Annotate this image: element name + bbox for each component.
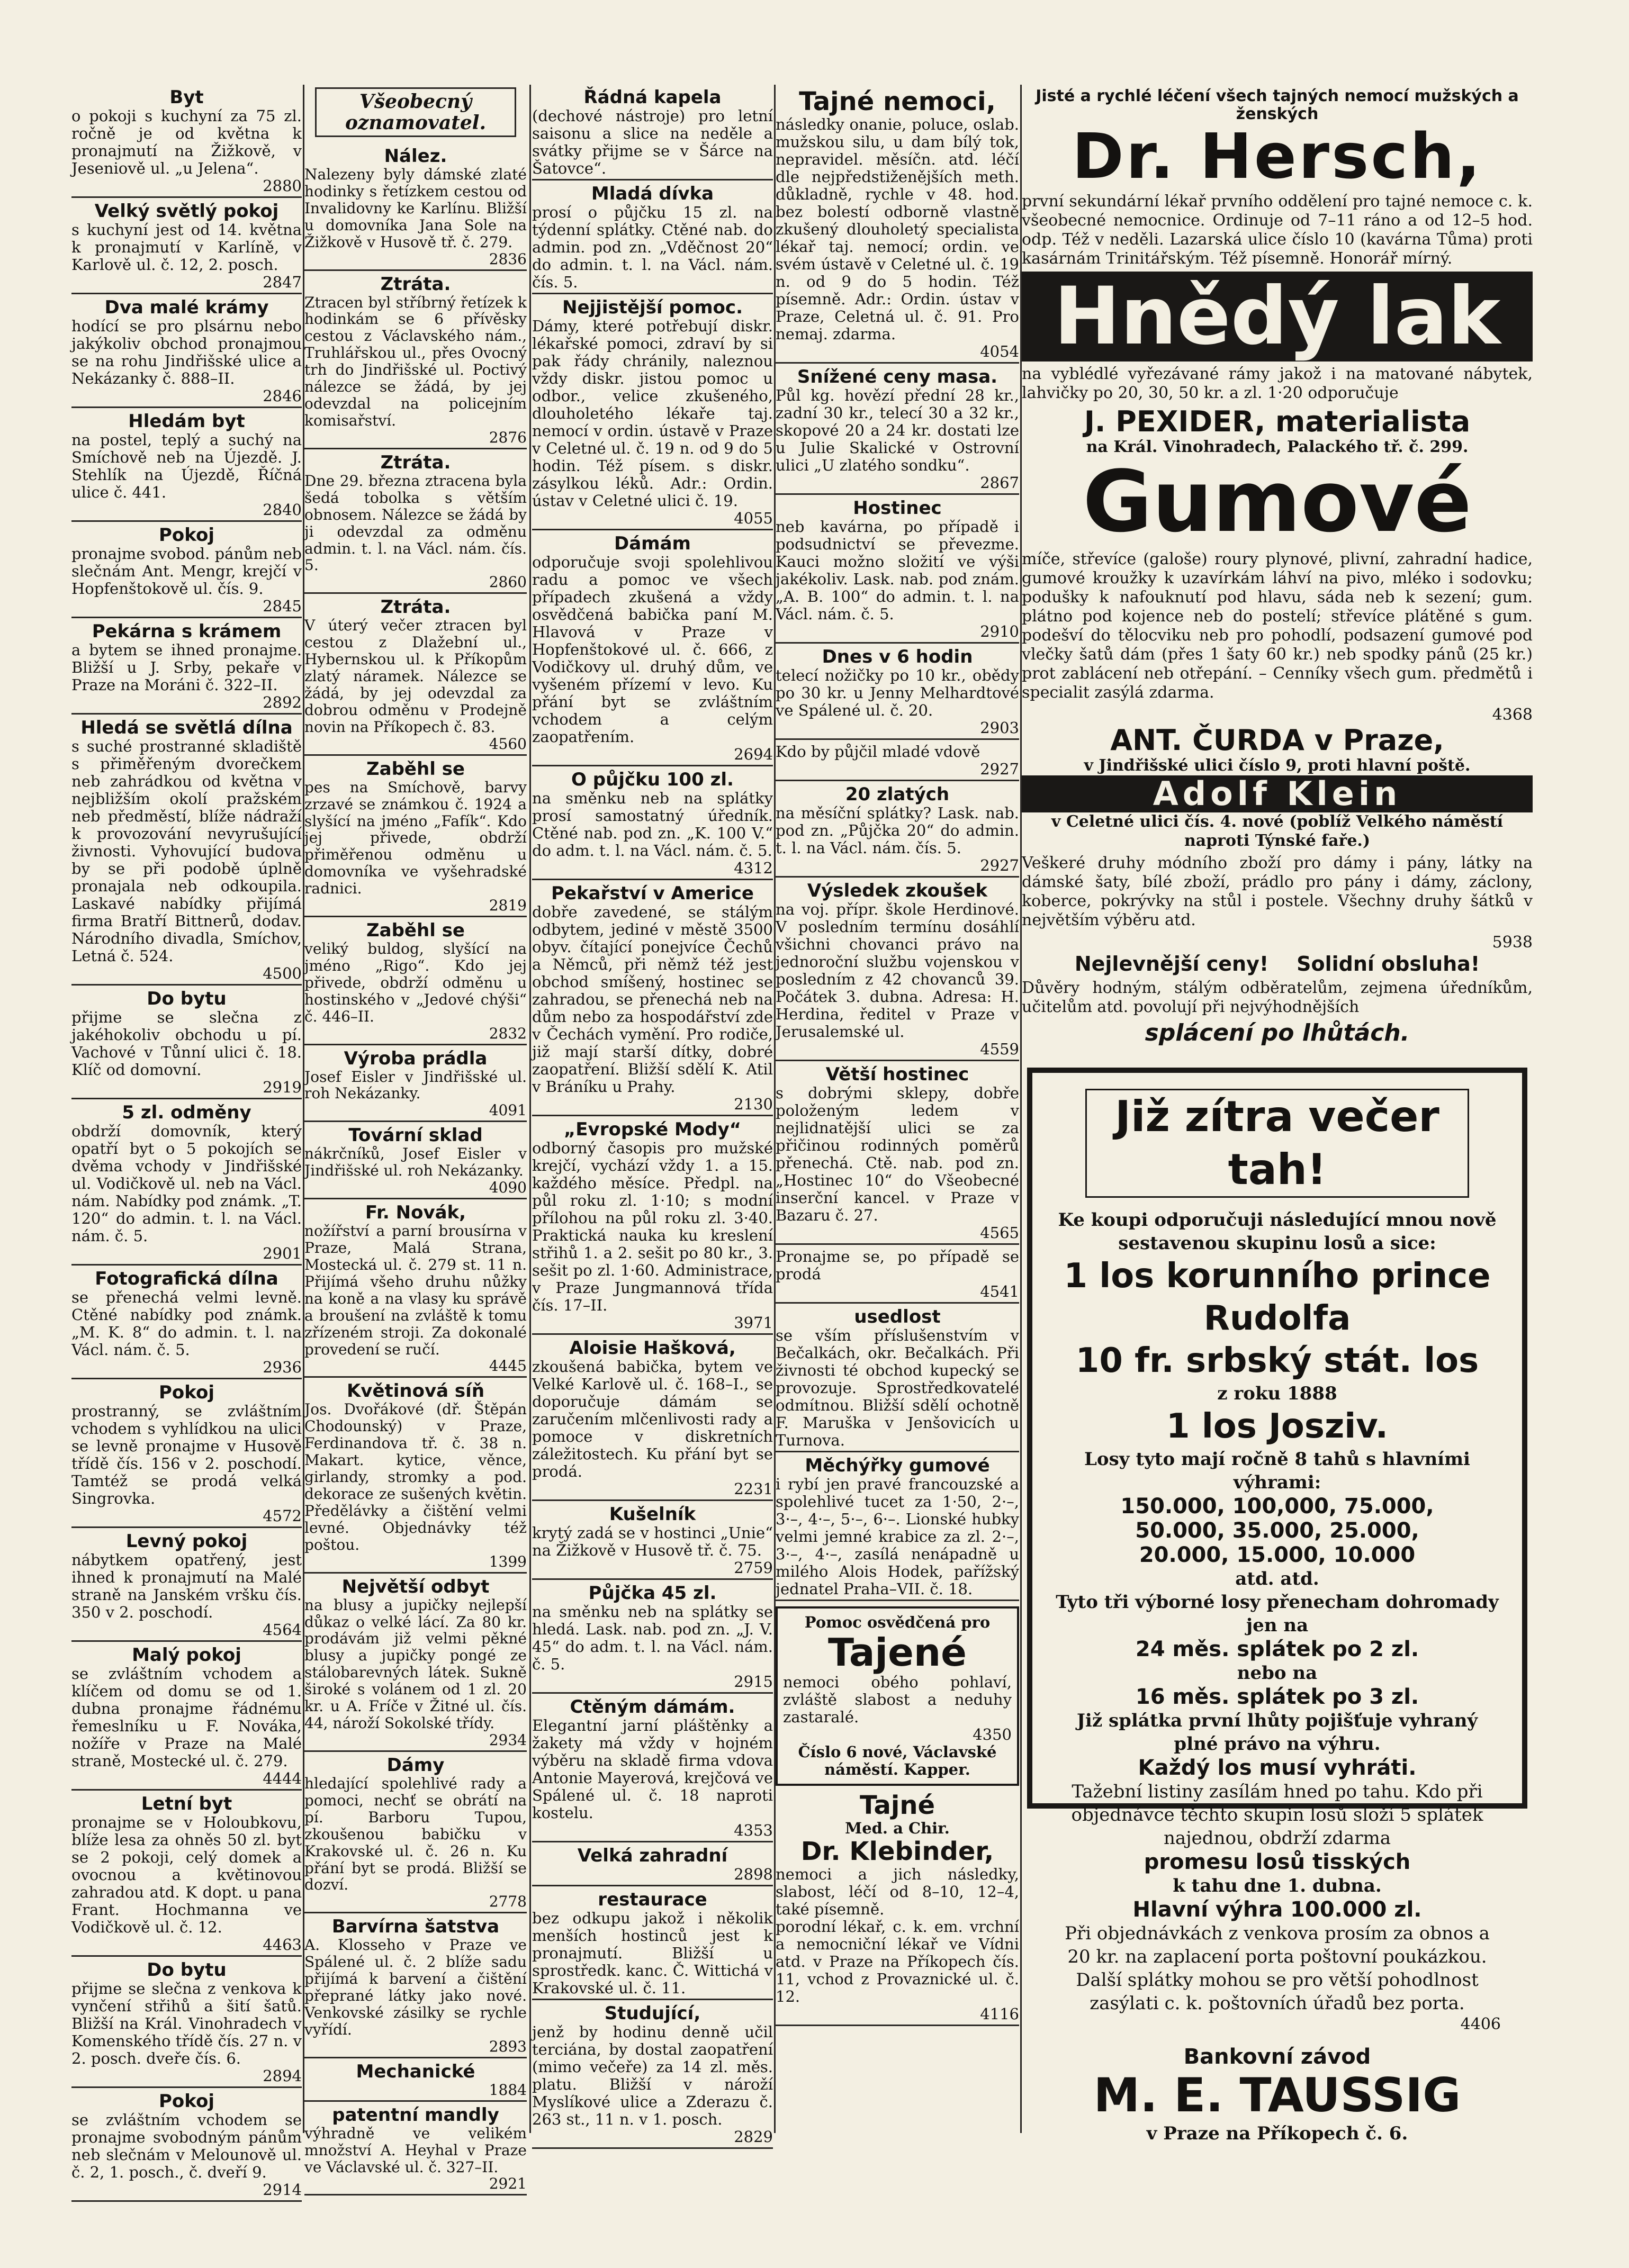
classified-ad	[71, 201, 302, 294]
klein-payment: splácení po lhůtách.	[1145, 1019, 1410, 1046]
classified-ad	[304, 146, 527, 271]
lottery-offer: Tyto tři výborné losy přenecham dohromady jen na	[1056, 1592, 1499, 1636]
ad-text: následky onanie, poluce, oslab. mužskou silu, u dam bílý tok, nepravidel. měsíčn. atd. léčí dle nejpředstiženějších meth. důkladně, rychle v 48. hod. bez bolestí odborně vlastně zkušený dlouholetý specialista lékař taj. nemocí; ordin. ve svém ústavě v Celetné ul. č. 19 n. od 9 do 5 hodin. Též písemně. Adr.: Ordin. ústav v Praze, Celetná ul. č. 91. Pro nemaj. zdarma.	[776, 115, 1019, 343]
classified-ad	[776, 367, 1019, 495]
ad-headline: 5 zl. odměny	[122, 1102, 251, 1123]
ad-headline: Pokoj	[159, 1382, 214, 1403]
ad-text: porodní lékař, c. k. em. vrchní a nemocniční lékař ve Vídni atd. v Praze na Příkopech čís. 11, vchod z Provaznické ul. č. 12.	[776, 1918, 1019, 2005]
ad-text: nemoci a jich následky, slabost, léčí od 8–10, 12–4, také písemně.	[776, 1865, 1019, 1918]
ad-number: 2832	[489, 1024, 527, 1042]
ad-text: A. Klosseho v Praze ve Spálené ul. č. 2 blíže sadu přijímá k barvení a čištění přeprané látky jako nové. Venkovské zásilky se rychle vyřídí.	[304, 1936, 527, 2038]
ad-number: 2927	[980, 856, 1019, 874]
lak-text: na vyblédlé vyřezávané rámy jakož i na matované nábytek, lahvičky po 20, 30, 50 kr. a zl. 1·20 odporučuje	[1022, 365, 1533, 402]
ad-text: jenž by hodinu denně učil terciána, by dostal zaopatření (mimo večeře) za 14 zl. měs. platu. Bližší v nároží Myslíkové ulice a Zderazu č. 263 st., 11 n. v 1. posch.	[532, 2023, 773, 2128]
classified-ad	[304, 759, 527, 917]
classified-ad	[71, 989, 302, 1099]
bank-address: v Praze na Příkopech č. 6.	[1146, 2123, 1408, 2144]
bank-intro: Bankovní závod	[1183, 2045, 1371, 2069]
ad-number: 4572	[263, 1507, 302, 1525]
ad-headline: Pokoj	[159, 525, 214, 546]
ad-number: 2936	[263, 1358, 302, 1376]
installment-option-1: 24 měs. splátek po 2 zl.	[1135, 1637, 1419, 1661]
ad-text: se přenechá velmi levně. Ctěné nabídky pod známk. „M. K. 8“ do admin. t. l. na Václ. nám. č. 5.	[71, 1288, 302, 1359]
ad-headline: patentní mandly	[332, 2104, 499, 2126]
classified-ad	[776, 647, 1019, 740]
classified-ad	[71, 1794, 302, 1957]
gumove-title: Gumové	[1083, 452, 1472, 551]
classified-ad	[776, 1791, 1019, 2026]
ad-headline: Aloisie Hašková,	[569, 1338, 736, 1359]
ad-text: veliký buldog, slyšící na jméno „Rigo“. Kdo jej přivede, obdrží odměnu u hostinského v „Jedové chýši“ č. 446–II.	[304, 940, 527, 1025]
lottery-promesa: promesu losů tisských	[1144, 1850, 1411, 1874]
classified-ad	[71, 1383, 302, 1528]
ad-text: krytý zadá se v hostinci „Unie“ na Žižkově v Husově tř. č. 75.	[532, 1524, 773, 1559]
ad-text: Dne 29. března ztracena byla šedá tobolka s větším obnosem. Nálezce se žádá by ji odevzdal za odměnu admin. t. l. na Václ. nám. čís. 5.	[304, 472, 527, 574]
ad-headline: Květinová síň	[346, 1380, 485, 1402]
ad-headline: Nejjistější pomoc.	[562, 297, 743, 318]
classified-ad	[304, 2062, 527, 2102]
ad-number: 2914	[263, 2181, 302, 2199]
ads-column-3	[532, 87, 773, 2152]
classified-ad	[532, 883, 773, 1116]
ad-number: 2910	[980, 622, 1019, 640]
ad-number: 4055	[734, 509, 773, 527]
ad-headline: Výsledek zkoušek	[807, 880, 988, 901]
ad-headline: Hledá se světlá dílna	[80, 717, 293, 738]
ad-text: s dobrými sklepy, dobře položeným ledem v nejlidnatější ulici se za přičinou rodinných poměrů přenechá. Ctě. nab. pod zn. „Hostinec 10“ do Všeobecné inserční kancel. v Praze v Bazaru č. 27.	[776, 1084, 1019, 1224]
lottery-list: Tažební listiny zasílám hned po tahu. Kdo při objednávce těchto skupin losů složí 5 splátek najednou, obdrží zdarma	[1071, 1781, 1483, 1849]
lottery-right: Již splátka první lhůty pojišťuje vyhraný plné právo na výhru.	[1076, 1710, 1478, 1755]
ad-number: 2840	[263, 501, 302, 519]
classified-ad	[304, 274, 527, 449]
ad-number: 3971	[734, 1314, 773, 1332]
classified-ad	[776, 881, 1019, 1061]
classified-ad	[304, 1203, 527, 1378]
classified-ad	[71, 87, 302, 198]
classified-ad	[304, 87, 527, 143]
ad-text: Jos. Dvořákové (dř. Štěpán Chodounský) v Praze, Ferdinandova tř. č. 38 n. Makart. kytice, věnce, girlandy, stromky a pod. dekorace ze sušených květin. Předělávky a čištění velmi levné. Objednávky též poštou.	[304, 1400, 527, 1553]
gumove-text: míče, střevíce (galoše) roury plynové, plivní, zahradní hadice, gumové kroužky k uzavírkám láhví na pivo, mléko i sodovku; podušky k nafouknutí pod hlavu, sáda neb k sezení; gum. plátno pod kojence neb do postelí; střevíce plátěné s gum. podešví do tělocviku neb pro pohodlí, podsazení gumové pod vlečky šatů dám (přes 1 šaty 60 kr.) neb spodky pánů (25 kr.) prot zablácení neb otřepání. – Cenníky všech gum. předmětů i specialit zasýlá zdarma.	[1022, 550, 1533, 702]
ad-subheadline: Med. a Chir.	[845, 1819, 950, 1837]
classified-ad	[71, 1269, 302, 1379]
ad-number: 2231	[734, 1480, 773, 1498]
ad-headline: Studující,	[604, 2003, 701, 2024]
ad-text: na směnku neb na splátky se hledá. Lask. nab. pod zn. „J. V. 45“ do adm. t. l. na Václ. nám. č. 5.	[532, 1603, 773, 1673]
ad-text: Elegantní jarní pláštěnky a žakety má vždy v hojném výběru na skladě firma vdova Antonie Mayerová, krejčová ve Spálené ul. č. 18 naproti kostelu.	[532, 1716, 773, 1822]
ad-text: na voj. přípr. škole Herdinové. V posledním termínu dosáhlí všichni chovanci právo na jednoroční službu vojenskou v posledním z 42 chovanců 39. Počátek 3. dubna. Adresa: H. Herdina, ředitel v Praze v Jerusalemské ul.	[776, 900, 1019, 1041]
ad-number: 4559	[980, 1040, 1019, 1058]
classified-ad	[776, 1307, 1019, 1452]
ad-number: 4312	[734, 859, 773, 877]
promo-address: Číslo 6 nové, Václavské náměstí. Kapper.	[798, 1743, 997, 1778]
ad-headline: restaurace	[598, 1889, 707, 1910]
lottery-headline: Již zítra večer tah!	[1085, 1089, 1469, 1198]
lottery-item-3: 1 los Josziv.	[1166, 1407, 1388, 1446]
classified-ad	[532, 184, 773, 294]
ad-text: se zvláštním vchodem se pronajme svobodným pánům neb slečnám v Melounově ul. č. 2, 1. posch., č. dveří 9.	[71, 2111, 302, 2181]
prize-line: 20.000, 15.000, 10.000	[1139, 1543, 1416, 1567]
ad-number: 4541	[980, 1282, 1019, 1300]
ad-text: na směnku neb na splátky prosí samostatný úředník. Ctěné nab. pod zn. „K. 100 V.“ do adm. t. l. na Václ. nám. č. 5.	[532, 789, 773, 860]
ad-headline: Levný pokoj	[125, 1531, 248, 1552]
classified-ad	[71, 2091, 302, 2202]
ad-headline: Pekárna s krámem	[92, 621, 282, 642]
ad-number: 2919	[263, 1078, 302, 1096]
ad-number: 4353	[734, 1821, 773, 1839]
ad-text: Dámy, které potřebují diskr. lékařské pomoci, zdraví by si pak řády chránily, naleznou vždy diskr. jistou pomoc u odbor., velice zkušeného, dlouholetého lékaře taj. nemocí v ordin. ústavě v Praze v Celetné ul. č. 19 n. od 9 do 5 hodin. Též písem. s diskr. zásylkou léků. Adr.: Ordin. ústav v Celetné ulici č. 19.	[532, 317, 773, 510]
ad-headline: Větší hostinec	[825, 1064, 969, 1085]
ad-number: 2901	[263, 1244, 302, 1262]
ad-text: i rybí jen pravé francouzské a spolehlivé tucet za 1·50, 2·–, 3·–, 4·–, 5·–, 6·–. Lionské hubky velmi jemné krabice za zl. 2·–, 3·–, 4·–, zasílá nenápadně u milého Alois Hodek, pařížský jednatel Praha–VII. č. 18.	[776, 1475, 1019, 1598]
ad-headline: „Evropské Mody“	[563, 1119, 742, 1140]
ad-text: Nalezeny byly dámské zlaté hodinky s řetízkem cestou od Invalidovny ke Karlínu. Bližší u domovníka Jana Sole na Žižkově v Husově tř. č. 279.	[304, 166, 527, 251]
ad-text: a bytem se ihned pronajme. Bližší u J. Srby, pekaře v Praze na Moráni č. 322–II.	[71, 641, 302, 694]
bank-name: M. E. TAUSSIG	[1093, 2068, 1461, 2122]
ad-number: 2934	[489, 1731, 527, 1749]
classified-ad	[304, 2105, 527, 2196]
classified-ad	[71, 411, 302, 522]
classified-ad	[532, 1890, 773, 2000]
ad-headline: O půjčku 100 zl.	[571, 769, 734, 790]
ad-number: 2927	[980, 760, 1019, 778]
ad-text: nemoci obého pohlaví, zvláště slabost a neduhy zastaralé.	[783, 1673, 1012, 1726]
ad-number: 4445	[489, 1357, 527, 1375]
classified-ad	[776, 1248, 1019, 1304]
ad-number: 2880	[263, 177, 302, 195]
classified-ad	[304, 1917, 527, 2058]
classified-ad	[71, 1103, 302, 1266]
pexider-name: J. PEXIDER, materialista	[1084, 405, 1471, 438]
ad-text: nožířství a parní brousírna v Praze, Malá Strana, Mostecká ul. č. 279 st. 11 n. Přijímá všeho druhu nůžky na koně a na vlasy ku správě a broušení na zvláště k tomu zřízeném stroji. Za dokonalé provedení se ručí.	[304, 1222, 527, 1358]
ad-number: 2829	[734, 2128, 773, 2146]
ad-text: přijme se slečna z venkova k vynčení střihů a šití šatů. Bližší na Král. Vinohradech v Komenského třídě čís. 27 n. v 2. posch. dveře čís. 6.	[71, 1980, 302, 2067]
ad-text: hodící se pro plsárnu nebo jakýkoliv obchod pronajmou se na rohu Jindřišské ulice a Nekázanky č. 888–II.	[71, 317, 302, 387]
classified-ad	[532, 1846, 773, 1886]
ad-headline: Měchýřky gumové	[805, 1455, 990, 1476]
ad-text: Josef Eisler v Jindřišské ul. roh Nekázanky.	[304, 1068, 527, 1103]
ad-text: hledající spolehlivé rady a pomoci, nechť se obrátí na pí. Barboru Tupou, zkoušenou babičku v Krakovské ul. č. 26 n. Ku přání byt se prodá. Bližší se dozví.	[304, 1774, 527, 1894]
ad-headline: Malý pokoj	[132, 1644, 241, 1666]
ad-headline: Půjčka 45 zl.	[588, 1583, 717, 1604]
pexider-address: na Král. Vinohradech, Palackého tř. č. 299.	[1086, 438, 1469, 456]
ad-number: 2130	[734, 1095, 773, 1113]
ad-number: 2836	[489, 250, 527, 268]
classified-ad	[304, 1381, 527, 1573]
classified-ad	[532, 2003, 773, 2149]
classified-ad	[304, 1125, 527, 1199]
ad-headline: Velká zahradní	[577, 1845, 728, 1866]
lottery-item-2-year: z roku 1888	[1217, 1383, 1337, 1404]
section-title: Všeobecný oznamovatel.	[315, 87, 516, 137]
ad-text: pes na Smíchově, barvy zrzavé se známkou č. 1924 a slyšící na jméno „Fafík“. Kdo jej přivede, obdrží přiměřenou odměnu u domovníka ve vyšehradské radnici.	[304, 778, 527, 898]
classified-ad	[304, 453, 527, 594]
ad-headline: Byt	[169, 87, 204, 108]
classified-ad	[304, 1755, 527, 1913]
ad-text: dobře zavedené, se stálým odbytem, jediné v městě 3500 obyv. čítající ponejvíce Čechů a Němců, při němž též jest obchod smíšený, hostinec se zahradou, se přenechá neb na dům nebo za hospodářství zde v Čechách vymění. Pro rodiče, již mají starší dítky, dobré zaopatření. Bližší sdělí K. Atil v Bráníku u Prahy.	[532, 903, 773, 1096]
ad-text: na postel, teplý a suchý na Smíchově neb na Újezdě. J. Stehlík na Újezdě, Říčná ulice č. 441.	[71, 431, 302, 501]
ad-headline: Barvírna šatstva	[331, 1916, 500, 1938]
ads-column-1	[71, 87, 302, 2205]
lottery-item-1: 1 los korunního prince Rudolfa	[1064, 1257, 1491, 1338]
ad-headline: Ztráta.	[380, 451, 451, 473]
ad-number: 2819	[489, 897, 527, 915]
ad-headline: Fotografická dílna	[95, 1268, 278, 1289]
ad-text: (dechové nástroje) pro letní saisonu a slice na neděle a svátky přijme se v Šárce na Šatovce“.	[532, 107, 773, 177]
ad-text: obdrží domovník, který opatří byt o 5 pokojích se dvěma vchody v Jindřišské ul. Vodičkově ul. neb na Václ. nám. Nabídky pod známk. „T. 120“ do admin. t. l. na Václ. nám. č. 5.	[71, 1122, 302, 1245]
classified-ad	[304, 1049, 527, 1123]
lottery-item-2: 10 fr. srbský stát. los	[1075, 1341, 1479, 1380]
hersch-name: Dr. Hersch,	[1072, 120, 1483, 193]
classified-ad	[532, 770, 773, 880]
ad-number: 4463	[263, 1936, 302, 1954]
ad-text: s kuchyní jest od 14. května k pronajmutí v Karlíně, v Karlově ul. č. 12, 2. posch.	[71, 221, 302, 274]
lottery-main-prize: Hlavní výhra 100.000 zl.	[1132, 1897, 1422, 1922]
ad-text: prostranný, se zvláštním vchodem s vyhlídkou na ulici se levně pronajme v Husově třídě čís. 156 v 2. poschodí. Tamtéž se prodá velká Singrovka.	[71, 1402, 302, 1507]
ad-number: 4091	[489, 1101, 527, 1119]
classified-ad	[532, 297, 773, 530]
classified-ad	[776, 1064, 1019, 1245]
ad-headline: Výroba prádla	[344, 1047, 488, 1069]
ad-number: 4565	[980, 1224, 1019, 1242]
ad-headline: Snížené ceny masa.	[797, 366, 998, 387]
ad-headline: Dámy	[386, 1754, 445, 1776]
classified-ad	[71, 1531, 302, 1642]
ad-headline: Do bytu	[147, 988, 227, 1009]
classified-ad	[532, 1697, 773, 1842]
prize-etc: atd. atd.	[1235, 1568, 1319, 1589]
classified-ad	[71, 621, 302, 715]
ad-number: 5938	[1492, 933, 1533, 952]
ad-text: Ztracen byl stříbrný řetízek k hodinkám se 6 přívěsky cestou z Václavského nám., Truhlářskou ul., přes Ovocný trh do Jindřišské ul. Poctivý nálezce se žádá, by jej odevzdal na policejním komisařství.	[304, 293, 527, 429]
ad-number: 2694	[734, 745, 773, 763]
ad-number: 2893	[489, 2037, 527, 2055]
ad-number: 4444	[263, 1769, 302, 1787]
ad-text: bez odkupu jakož i několik menších hostinců jest k pronajmutí. Bližší u sprostředk. kanc. Č. Wittichá v Krakovské ul. č. 11.	[532, 1909, 773, 1997]
ad-number: 2778	[489, 1893, 527, 1911]
ad-text: telecí nožičky po 10 kr., obědy po 30 kr. u Jenny Melhardtové ve Spálené ul. č. 20.	[776, 666, 1019, 719]
classified-ad	[776, 1456, 1019, 1601]
ad-number: 2846	[263, 387, 302, 405]
ad-headline: Tajné	[859, 1791, 935, 1820]
ad-headline: Zaběhl se	[366, 758, 465, 780]
classified-ad	[304, 597, 527, 755]
ad-text: se zvláštním vchodem a klíčem od domu se od 1. dubna pronajme řádnému řemeslníku u F. Nováka, nožíře v Praze na Malé straně, Mostecké ul. č. 279.	[71, 1665, 302, 1770]
ad-number: 2759	[734, 1559, 773, 1577]
lottery-must-win: Každý los musí vyhráti.	[1138, 1756, 1417, 1780]
classified-ad	[71, 1645, 302, 1791]
prize-line: 50.000, 35.000, 25.000,	[1135, 1519, 1419, 1543]
lottery-intro: Ke koupi odporučuji následující mnou nově sestavenou skupinu losů a sice:	[1058, 1209, 1497, 1254]
ad-headline: Tajné nemoci,	[799, 87, 996, 116]
ad-headline: Velký světlý pokoj	[94, 201, 279, 222]
classified-ad	[71, 297, 302, 408]
hersch-intro: Jisté a rychlé léčení všech tajných nemocí mužských a ženských	[1036, 87, 1519, 123]
column-rule	[529, 85, 531, 2133]
klein-address: v Celetné ulici čís. 4. nové (poblíž Velkého náměstí naproti Týnské faře.)	[1051, 812, 1504, 850]
ad-number: 2921	[489, 2175, 527, 2193]
ad-headline: Dva malé krámy	[104, 297, 269, 318]
ad-headline: Fr. Novák,	[365, 1202, 466, 1224]
ad-number: 1399	[489, 1552, 527, 1570]
ad-headline: Největší odbyt	[341, 1576, 490, 1597]
ad-headline: Do bytu	[147, 1959, 227, 1981]
ad-text: výhradně ve velikém množství A. Heyhal v Praze ve Václavské ul. č. 327–II.	[304, 2124, 527, 2176]
ad-headline: Zaběhl se	[366, 920, 465, 942]
ad-number: 2898	[734, 1865, 773, 1883]
ad-headline: Letní byt	[141, 1793, 232, 1814]
ad-headline: Hostinec	[853, 498, 942, 519]
classified-ad	[532, 1504, 773, 1580]
classified-ad	[71, 718, 302, 986]
ad-text: s suché prostranné skladiště s přiměřeným dvorečkem neb zahrádkou od května v nejbližším okolí pražském neb předměstí, blíže nádraží k provozování nevyrušující živnosti. Vyhovující budova by se při podobě úplně pronajala neb odkoupila. Laskavé nabídky přijímá firma Bratří Bittnerů, dodav. Národního divadla, Smíchov, Letná č. 524.	[71, 737, 302, 965]
ad-number: 2892	[263, 693, 302, 711]
ad-text: se vším příslušenstvím v Bečalkách, okr. Bečalkách. Při živnosti té obchod kupecký se provozuje. Sprostředkovatelé odmítnou. Bližší sdělí ochotně F. Maruška v Jenšovicích u Turnova.	[776, 1326, 1019, 1449]
ad-number: 4116	[980, 2005, 1019, 2023]
ads-column-4	[776, 87, 1019, 2029]
ad-text: pronajme se v Holoubkovu, blíže lesa za ohněs 50 zl. byt se 2 pokoji, celý domek a ovocnou a květinovou zahradou atd. K dopt. u pana Frant. Hochmanna ve Vodičkově ul. č. 12.	[71, 1813, 302, 1936]
promo-intro: Pomoc osvědčená pro	[804, 1613, 991, 1631]
ad-text: přijme se slečna z jakéhokoliv obchodu u pí. Vachové v Tůnní ulici č. 18. Klíč od domovní.	[71, 1008, 302, 1079]
ad-text: zkoušená babička, bytem ve Velké Karlově ul. č. 168–I., se doporučuje dámám se zaručením mlčenlivosti rady a pomoce v diskretních záležitostech. Ku přání byt se prodá.	[532, 1358, 773, 1480]
ad-number: 2867	[980, 474, 1019, 492]
hersch-text: první sekundární lékař prvního oddělení pro tajné nemoce c. k. všeobecné nemocnice. Ordinuje od 7–11 ráno a od 12–5 hod. odp. Též v neděli. Lazarská ulice číslo 10 (kavárna Tůma) proti kasárnám Trinitářským. Též písemně. Honorář mírný.	[1022, 192, 1533, 268]
classified-ad	[71, 525, 302, 618]
ad-text: pronajme svobod. pánům neb slečnám Ant. Mengr, krejčí v Hopfenštokově ul. čís. 9.	[71, 545, 302, 598]
ad-headline: Pekařství v Americe	[551, 883, 754, 904]
classified-ad	[532, 1583, 773, 1694]
ad-headline: Ztráta.	[380, 273, 451, 295]
ad-text: na měsíční splátky? Lask. nab. pod zn. „Půjčka 20“ do admin. t. l. na Václ. nám. čís. 5.	[776, 804, 1019, 857]
klein-name: Adolf Klein	[1022, 775, 1533, 812]
ad-number: 4054	[980, 342, 1019, 360]
ad-text: Pronajme se, po případě se prodá	[776, 1248, 1019, 1283]
ad-text: na blusy a jupičky nejlepší důkaz o velké lácí. Za 80 kr. prodávám již velmi pěkné blusy a jupičky pongé ze stálobarevných látek. Sukně široké s volánem od 1 zl. 20 kr. u A. Fríče v Žitné ul. čís. 44, nároží Sokolské třídy.	[304, 1596, 527, 1732]
ad-text: Kdo by půjčil mladé vdově	[776, 743, 980, 761]
classified-ad	[532, 1338, 773, 1501]
classified-ad	[776, 498, 1019, 644]
lottery-venkov: Při objednávkách z venkova prosím za obnos a 20 kr. na zaplacení porta poštovní poukázkou. Další splátky mohou se pro větší pohodlnost zasýlati c. k. poštovních úřadů bez porta.	[1065, 1923, 1490, 2014]
ad-text: o pokoji s kuchyní za 75 zl. ročně je od května k pronajmutí na Žižkově, v Jeseniově ul. „u Jelena“.	[71, 107, 302, 177]
klein-slogan: Nejlevnější ceny! Solidní obsluha!	[1074, 952, 1480, 975]
installment-option-2: 16 měs. splátek po 3 zl.	[1135, 1685, 1419, 1709]
ad-text: prosí o půjčku 15 zl. na týdenní splátky. Ctěné nab. do admin. pod zn. „Vděčnost 20“ do admin. t. l. na Václ. nám. čís. 5.	[532, 203, 773, 291]
classified-ad	[532, 1119, 773, 1335]
ad-headline: Ctěným dámám.	[570, 1696, 735, 1718]
classified-ad	[776, 87, 1019, 364]
ad-headline: Hledám byt	[128, 411, 245, 432]
ad-headline: Kušelník	[609, 1504, 696, 1525]
klein-trust: Důvěry hodným, stálým odběratelům, zejmena úředníkům, učitelům atd. povolují při nejvýhodnějších	[1022, 979, 1533, 1016]
ad-text: odporučuje svoji spolehlivou radu a pomoc ve všech případech zkušená a vždy osvědčená babička paní M. Hlavová v Praze v Hopfenštokové ul. č. 666, z Vodičkovy ul. druhý dům, ve vyšeném přízemí v levo. Ku přání byt se zvláštním vchodem a celým zaopatřením.	[532, 553, 773, 746]
ad-text: nákrčníků, Josef Eisler v Jindřišské ul. roh Nekázanky.	[304, 1145, 527, 1180]
classified-ad	[776, 743, 1019, 781]
ad-headline: Nález.	[384, 146, 447, 167]
ad-number: 4090	[489, 1179, 527, 1197]
ad-headline: usedlost	[854, 1306, 941, 1327]
ad-headline: Řádná kapela	[583, 87, 722, 108]
prize-line: 150.000, 100,000, 75.000,	[1120, 1494, 1434, 1519]
lak-title: Hnědý lak	[1022, 272, 1533, 362]
ad-number: 4368	[1492, 706, 1533, 724]
ad-headline: Tovární sklad	[348, 1125, 483, 1146]
ad-headline: Mechanické	[356, 2061, 475, 2082]
classified-ad	[304, 920, 527, 1045]
classified-ad	[532, 534, 773, 766]
ad-number: 1884	[489, 2081, 527, 2099]
classified-ad	[304, 1577, 527, 1752]
ad-number: 4500	[263, 964, 302, 982]
ad-number: 2903	[980, 719, 1019, 737]
ad-headline: Pokoj	[159, 2091, 214, 2112]
ad-number: 2876	[489, 428, 527, 446]
classified-ad	[776, 1606, 1019, 1786]
ad-number: 2894	[263, 2067, 302, 2085]
curda-name: ANT. ČURDA v Praze,	[1110, 724, 1444, 757]
installment-or: nebo na	[1237, 1662, 1318, 1684]
curda-address: v Jindřišské ulici číslo 9, proti hlavní poště.	[1084, 756, 1471, 775]
ad-number: 4350	[973, 1725, 1012, 1743]
ad-number: 4560	[489, 735, 527, 753]
ad-headline: Dnes v 6 hodin	[822, 646, 973, 667]
ad-number: 2915	[734, 1673, 773, 1691]
ad-number: 4406	[1460, 2015, 1501, 2034]
display-ads-column	[1022, 87, 1533, 2144]
ad-headline: Mladá dívka	[591, 183, 714, 204]
ad-number: 2847	[263, 273, 302, 291]
ad-doctor-name: Dr. Klebinder,	[800, 1837, 994, 1866]
ad-text: Půl kg. hovězí přední 28 kr., zadní 30 kr., telecí 30 a 32 kr., skopové 20 a 24 kr. dostati lze u Julie Skalické v Ostrovní ulici „U zlatého sondku“.	[776, 386, 1019, 474]
ads-column-2	[304, 87, 527, 2199]
ad-headline: Dámám	[614, 533, 691, 554]
klein-text: Veškeré druhy módního zboží pro dámy i pány, látky na dámské šaty, bílé zboží, prádlo pro pány i dámy, záclony, koberce, pokrývky na stůl i postele. Všechny druhy šátků v největším výběru atd.	[1022, 854, 1533, 929]
lottery-draws: Losy tyto mají ročně 8 tahů s hlavními výhrami:	[1084, 1449, 1470, 1493]
lottery-ad	[1027, 1068, 1527, 2144]
ad-text: odborný časopis pro mužské krejčí, vychází vždy 1. a 15. každého měsíce. Předpl. na půl roku zl. 1·10; s modní přílohou na půl roku zl. 3·40. Praktická nauka ku kreslení střihů 1. a 2. sešit po 80 kr., 3. sešit po zl. 1·60. Administrace, v Praze Jungmannová třída čís. 17–II.	[532, 1139, 773, 1314]
ad-text: V úterý večer ztracen byl cestou z Dlažební ul., Hybernskou ul. k Příkopům zlatý náramek. Nálezce se žádá, by jej odevzdal za dobrou odměnu v Prodejně novin na Příkopech č. 83.	[304, 617, 527, 736]
ad-number: 2845	[263, 597, 302, 615]
classified-ad	[776, 784, 1019, 878]
lottery-promesa-date: k tahu dne 1. dubna.	[1173, 1875, 1382, 1896]
classified-ad	[532, 87, 773, 180]
ad-text: neb kavárna, po případě i podsudnictví se převezme. Kauci možno složití ve výši jakékoliv. Lask. nab. pod znám. „A. B. 100“ do admin. t. l. na Václ. nám. č. 5.	[776, 518, 1019, 623]
ad-number: 2860	[489, 573, 527, 591]
ad-number: 4564	[263, 1621, 302, 1639]
ad-headline: Ztráta.	[380, 597, 451, 618]
classified-ad	[71, 1960, 302, 2088]
ad-headline: 20 zlatých	[845, 784, 950, 805]
promo-title: Tajené	[827, 1630, 967, 1675]
ad-text: nábytkem opatřený, jest ihned k pronajmutí na Malé straně na Janském vršku čís. 350 v 2. poschodí.	[71, 1551, 302, 1621]
